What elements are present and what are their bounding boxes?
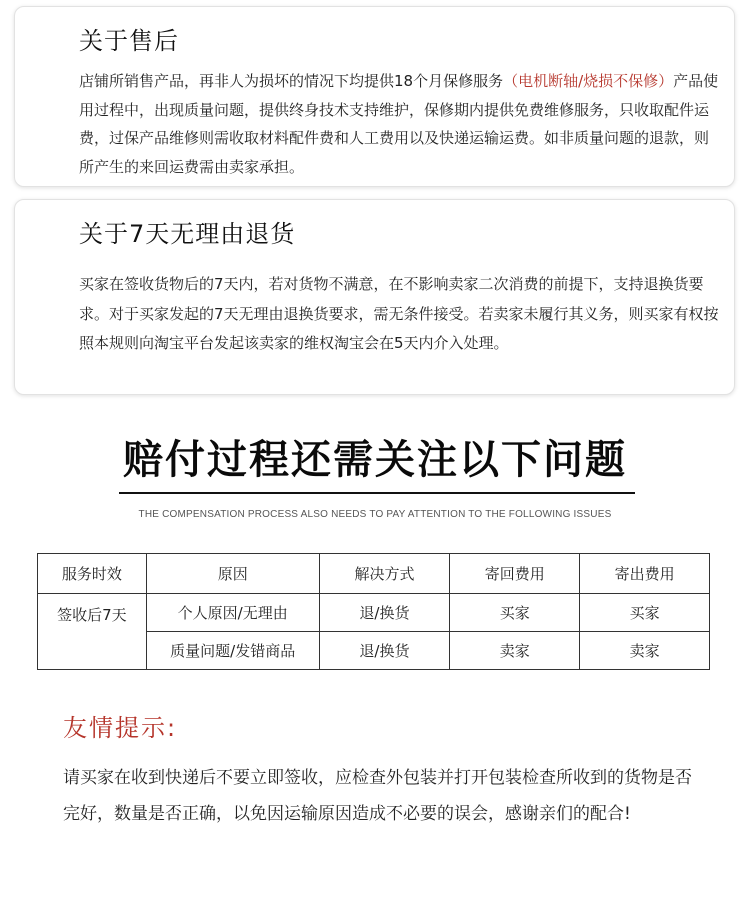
compensation-subheading: THE COMPENSATION PROCESS ALSO NEEDS TO PAY ATTENTION TO THE FOLLOWING ISSUES	[138, 509, 612, 520]
header-solution: 解决方式	[319, 554, 450, 594]
header-return-cost: 寄回费用	[450, 554, 580, 594]
return-cost-cell: 卖家	[450, 632, 580, 670]
reason-cell: 个人原因/无理由	[146, 594, 319, 632]
after-sales-text-1: 店铺所销售产品，再非人为损坏的情况下均提供18个月保修服务	[79, 72, 504, 90]
send-cost-cell: 卖家	[580, 632, 710, 670]
header-reason: 原因	[146, 554, 319, 594]
after-sales-body	[79, 67, 719, 181]
heading-divider	[119, 492, 635, 494]
table-header-row	[38, 554, 710, 594]
seven-day-return-body: 买家在签收货物后的7天内，若对货物不满意，在不影响卖家二次消费的前提下，支持退换货要求。对于买家发起的7天无理由退换货要求，需无条件接受。若卖家未履行其义务，则买家有权按照本规则向淘宝平台发起该卖家的维权淘宝会在5天内介入处理。	[79, 275, 719, 352]
after-sales-card	[14, 6, 735, 187]
seven-day-return-card	[14, 199, 735, 395]
table-row	[38, 594, 710, 632]
seven-day-return-title: 关于7天无理由退货	[79, 220, 296, 248]
header-send-cost: 寄出费用	[580, 554, 710, 594]
tip-title: 友情提示:	[63, 714, 178, 742]
after-sales-warranty-exclusion: （电机断轴/烧损不保修）	[503, 72, 674, 90]
solution-cell: 退/换货	[319, 594, 450, 632]
solution-cell: 退/换货	[319, 632, 450, 670]
compensation-table	[37, 553, 710, 670]
return-cost-cell: 买家	[450, 594, 580, 632]
send-cost-cell: 买家	[580, 594, 710, 632]
after-sales-text-2: 产品使用过程中，出现质量问题，提供终身技术支持维护，保修期内提供免费维修服务，只收取配件运费，过保产品维修则需收取材料配件费和人工费用以及快递运输运费。如非质量问题的退款，则所产生的来回运费需由卖家承担。	[79, 72, 719, 176]
header-period: 服务时效	[38, 554, 147, 594]
after-sales-title: 关于售后	[79, 27, 179, 55]
period-cell: 签收后7天	[38, 594, 147, 670]
compensation-heading: 赔付过程还需关注以下问题	[123, 437, 627, 483]
reason-cell: 质量问题/发错商品	[146, 632, 319, 670]
tip-body: 请买家在收到快递后不要立即签收，应检查外包装并打开包装检查所收到的货物是否完好，数量是否正确，以免因运输原因造成不必要的误会，感谢亲们的配合!	[63, 768, 692, 824]
